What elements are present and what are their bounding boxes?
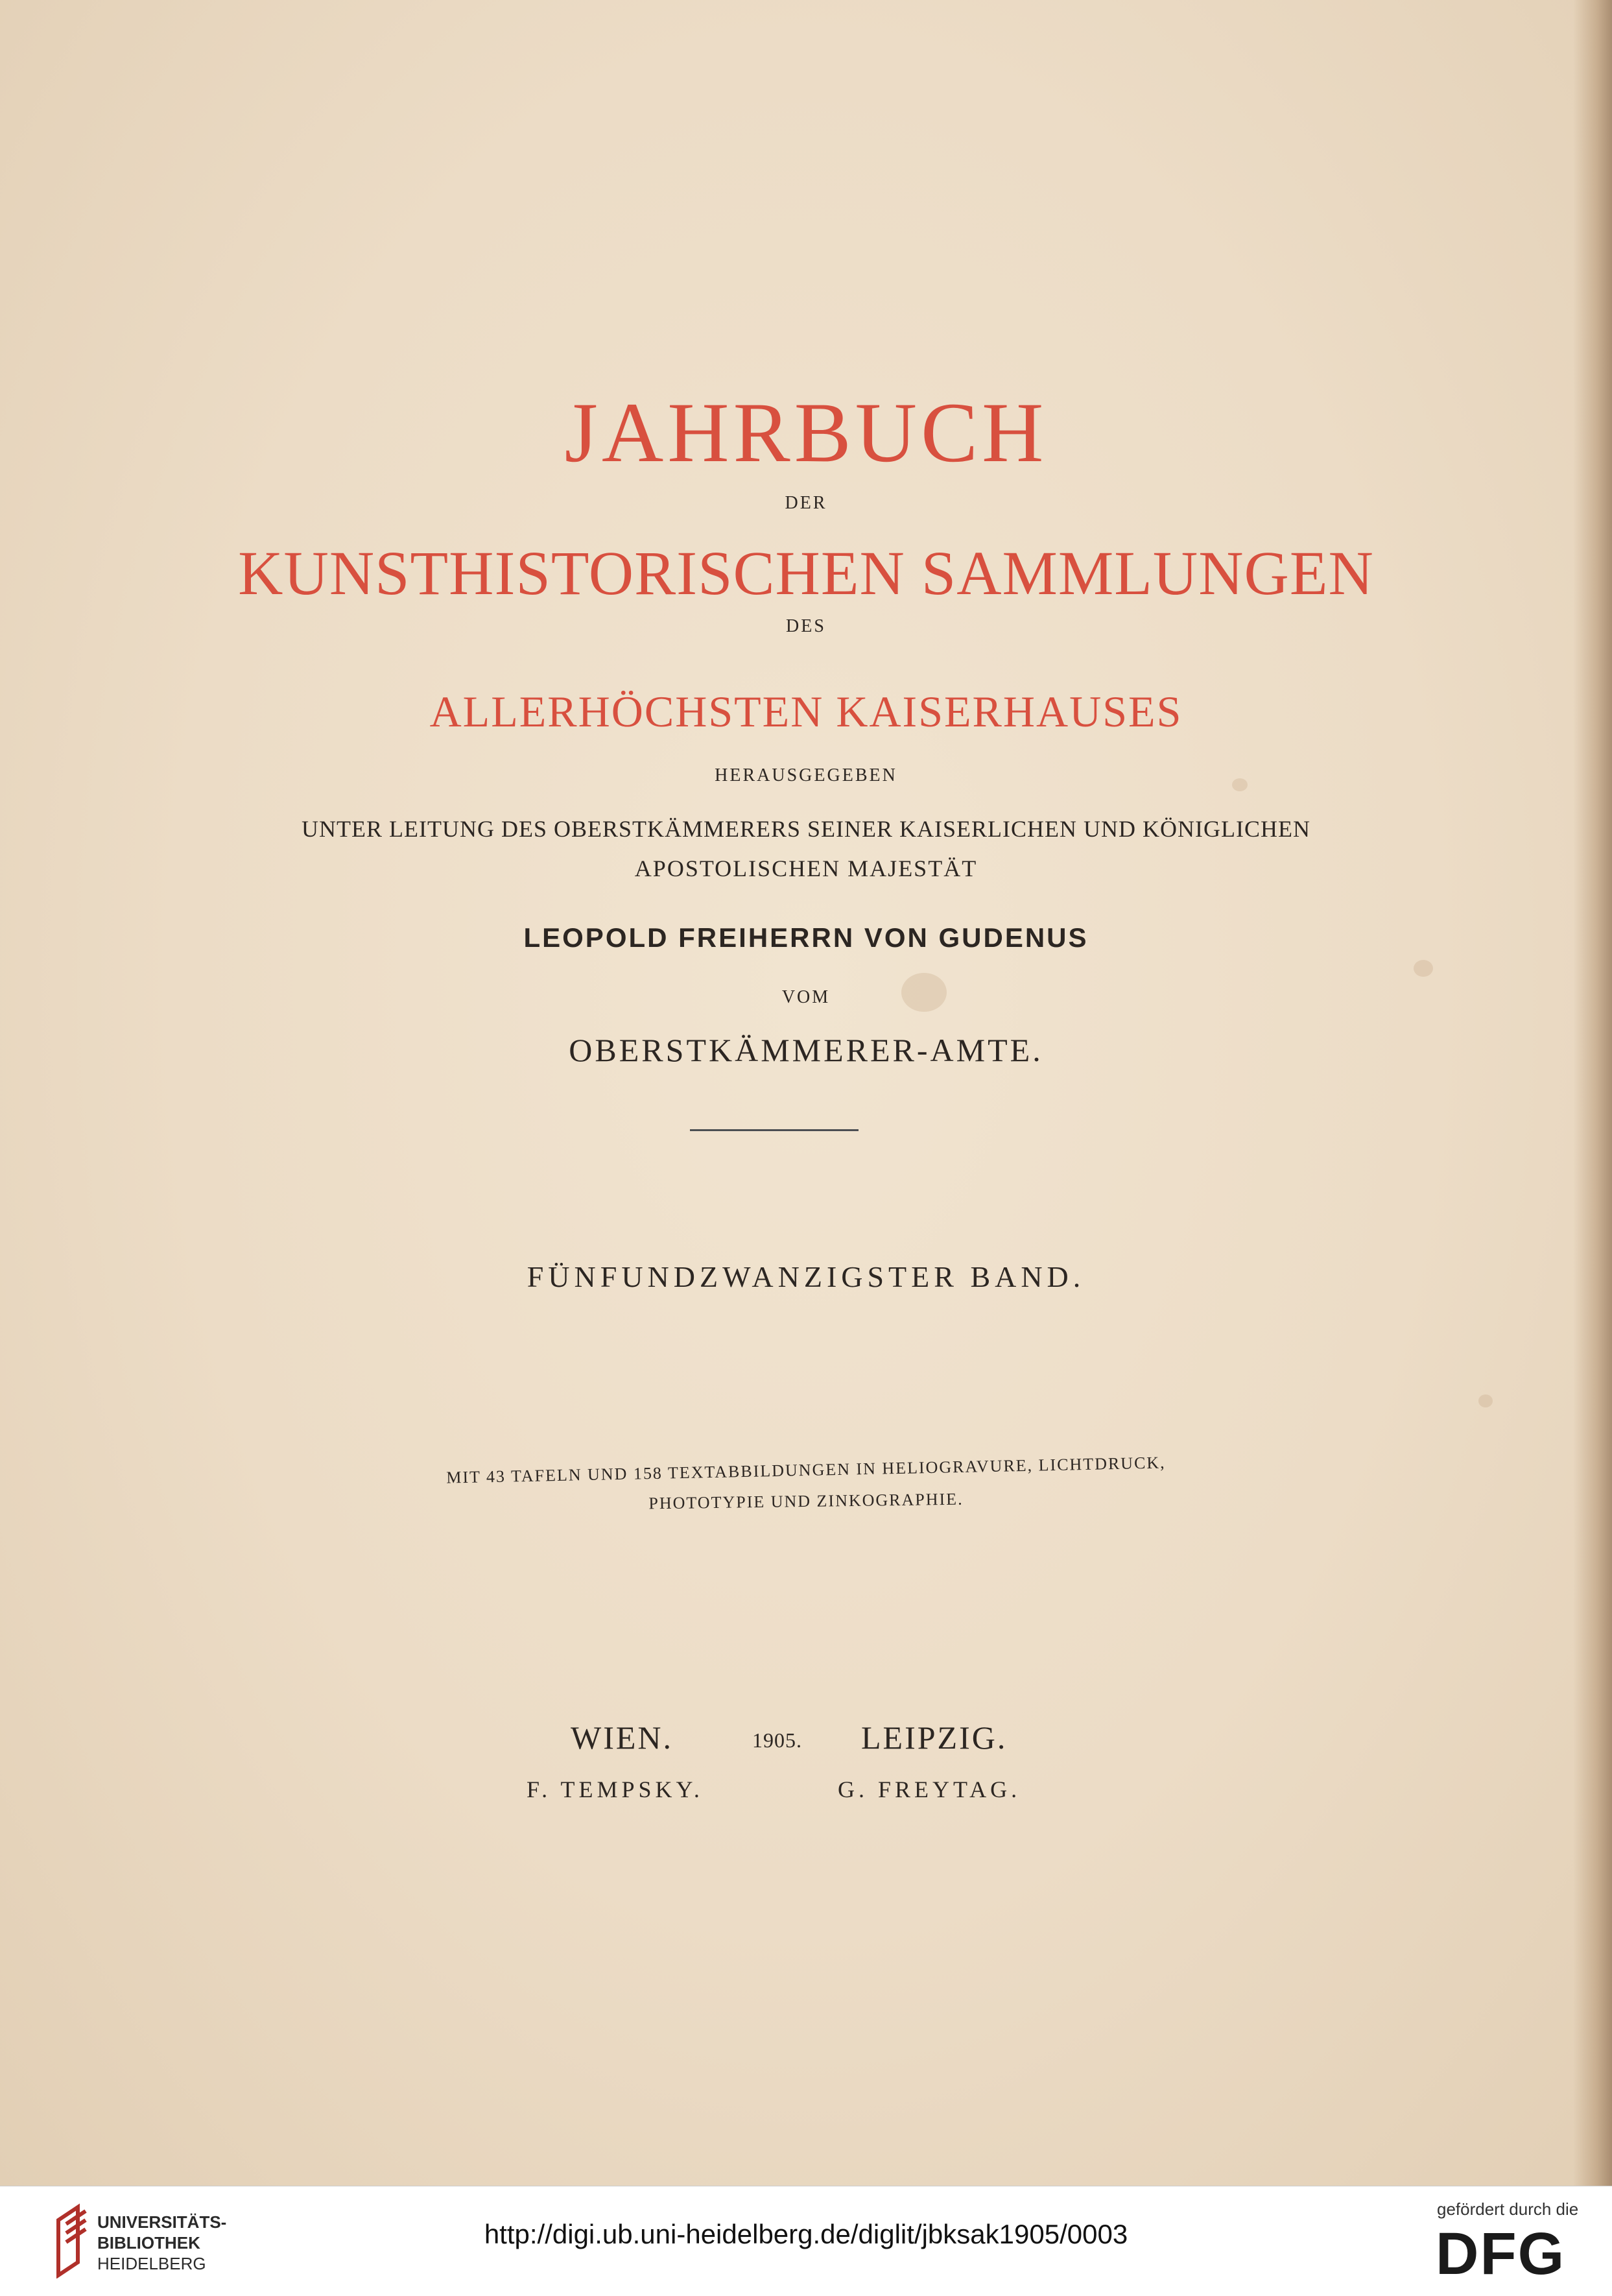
foxing-spot <box>1414 960 1433 977</box>
permalink-url[interactable]: http://digi.ub.uni-heidelberg.de/diglit/jbksak1905/0003 <box>484 2219 1128 2249</box>
volume-label: FÜNFUNDZWANZIGSTER BAND. <box>527 1260 1085 1293</box>
library-name-line-2: BIBLIOTHEK <box>97 2233 200 2253</box>
imprint-city-left: WIEN. <box>571 1719 673 1756</box>
digitization-footer <box>0 2186 1612 2296</box>
dfg-logo: DFG <box>1436 2221 1566 2287</box>
library-name-line-1: UNIVERSITÄTS- <box>97 2212 227 2232</box>
imprint-city-right: LEIPZIG. <box>861 1719 1008 1756</box>
imprint-publisher-left: F. TEMPSKY. <box>527 1776 704 1802</box>
journal-subtitle-2: ALLERHÖCHSTEN KAISERHAUSES <box>429 687 1183 736</box>
journal-subtitle: KUNSTHISTORISCHEN SAMMLUNGEN <box>238 538 1374 608</box>
foxing-spot <box>1478 1394 1493 1407</box>
office-name: OBERSTKÄMMERER-AMTE. <box>569 1032 1043 1068</box>
illustrations-line-1: MIT 43 TAFELN UND 158 TEXTABBILDUNGEN IN HELIOGRAVURE, LICHTDRUCK, <box>446 1453 1166 1487</box>
imprint-year: 1905. <box>752 1728 802 1752</box>
vom-label: VOM <box>781 987 831 1007</box>
editor-line-2: APOSTOLISCHEN MAJESTÄT <box>634 855 978 881</box>
title-connector-des: DES <box>786 616 826 636</box>
title-connector-der: DER <box>785 493 827 513</box>
illustrations-line-2: PHOTOTYPIE UND ZINKOGRAPHIE. <box>648 1489 964 1513</box>
journal-title: JAHRBUCH <box>564 385 1048 480</box>
editor-line-1: UNTER LEITUNG DES OBERSTKÄMMERERS SEINER KAISERLICHEN UND KÖNIGLICHEN <box>302 816 1310 842</box>
herausgegeben-label: HERAUSGEGEBEN <box>715 765 897 785</box>
imprint-publisher-right: G. FREYTAG. <box>838 1776 1021 1802</box>
library-name-line-3: HEIDELBERG <box>97 2254 206 2273</box>
page-gutter-shadow <box>1573 0 1612 2186</box>
divider-rule <box>690 1129 859 1131</box>
funding-caption: gefördert durch die <box>1437 2199 1579 2219</box>
editor-name: LEOPOLD FREIHERRN VON GUDENUS <box>523 922 1089 953</box>
